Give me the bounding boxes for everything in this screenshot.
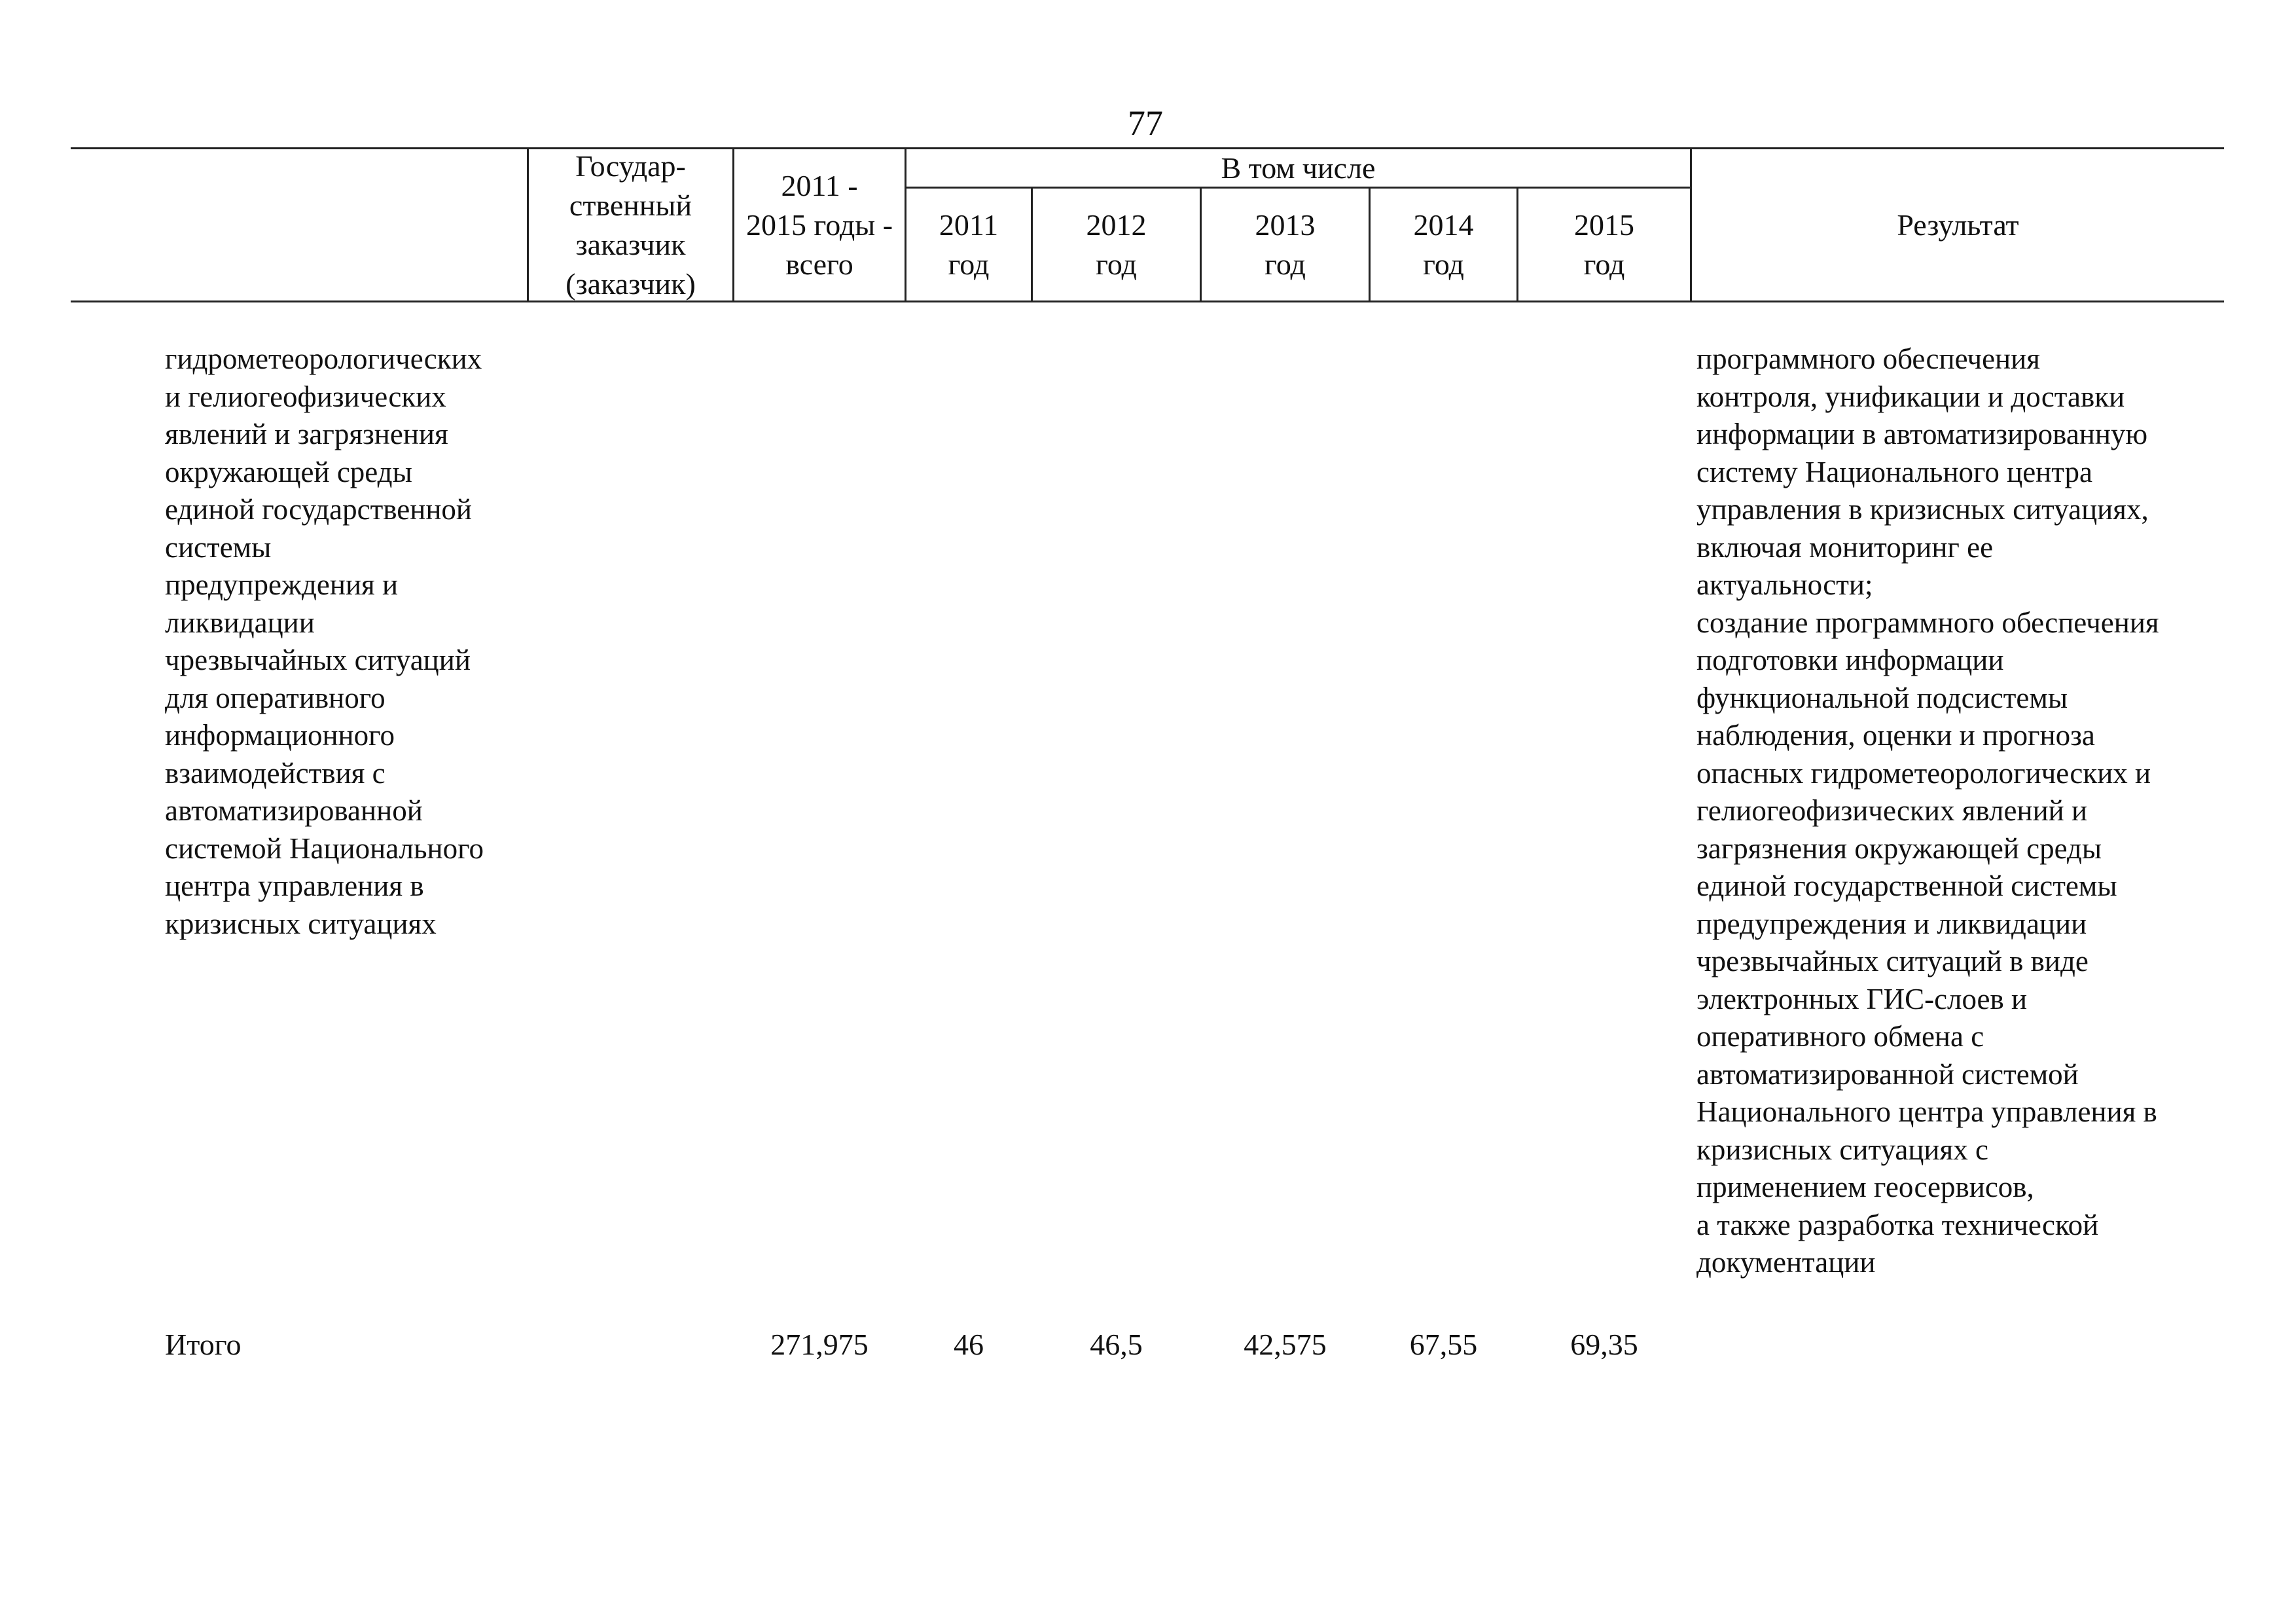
header-year-2012: 2012 год [1086, 208, 1147, 281]
header-year-2014: 2014 год [1413, 208, 1474, 281]
total-all-years: 271,975 [770, 1328, 869, 1361]
measure-description: гидрометеорологических и гелиогеофизических явлений и загрязнения окружающей среды единой государственной системы предупреждения и ликвидации чрезвычайных ситуаций для оперативного информационного взаимодействия с автоматизированной системой Национального центра управления в кризисных ситуациях [165, 342, 484, 940]
total-label: Итого [165, 1328, 242, 1361]
header-including: В том числе [1221, 151, 1376, 185]
total-2012: 46,5 [1090, 1328, 1143, 1361]
header-year-2013: 2013 год [1255, 208, 1316, 281]
total-2013: 42,575 [1244, 1328, 1327, 1361]
header-bottom-rule [71, 301, 2224, 302]
total-2011: 46 [954, 1328, 984, 1361]
total-2014: 67,55 [1409, 1328, 1478, 1361]
header-year-2011: 2011 год [939, 208, 999, 281]
page-number: 77 [1128, 103, 1163, 143]
total-2015: 69,35 [1570, 1328, 1638, 1361]
header-result: Результат [1897, 208, 2019, 242]
header-customer: Государ- ственный заказчик (заказчик) [565, 149, 696, 301]
result-description: программного обеспечения контроля, унификации и доставки информации в автоматизированную систему Национального центра управления в кризисных ситуациях, включая мониторинг ее актуальности; создание программного обеспечения подготовки информации функциональной подсистемы наблюдения, оценки и прогноза опасных гидрометеорологических и гелиогеофизических явлений и загрязнения окружающей среды единой государственной системы предупреждения и ликвидации чрезвычайных ситуаций в виде электронных ГИС-слоев и оперативного обмена с автоматизированной системой Национального центра управления в кризисных ситуациях с применением геосервисов, а также разработка технической документации [1696, 342, 2159, 1279]
header-total-years: 2011 - 2015 годы - всего [745, 168, 893, 281]
header-year-2015: 2015 год [1574, 208, 1634, 281]
